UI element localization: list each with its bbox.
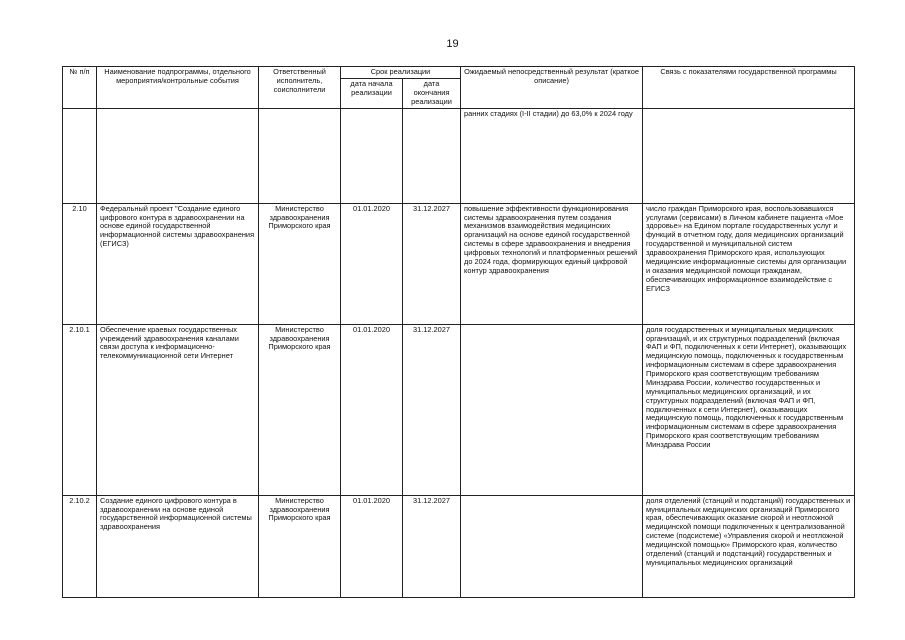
cell-end: 31.12.2027 xyxy=(403,203,461,324)
page-number: 19 xyxy=(446,38,459,50)
header-start: дата начала реализации xyxy=(341,79,403,109)
cell-result: повышение эффективности функционирования системы здравоохранения путем создания механизмов взаимодействия медицинских организаций на основе единой государственной системы в сфере здравоохранения и внедрения цифровых технологий и платформенных решений до 2024 года, формирующих единый цифровой контур здравоохранения xyxy=(461,203,643,324)
header-link: Связь с показателями государственной программы xyxy=(643,67,855,109)
cell-name: Обеспечение краевых государственных учреждений здравоохранения каналами связи доступа к информационно-телекоммуникационной сети Интернет xyxy=(97,324,259,495)
table-row xyxy=(63,203,855,324)
cell-executor: Министерство здравоохранения Приморского края xyxy=(259,324,341,495)
cell-result xyxy=(461,324,643,495)
cell-result: ранних стадиях (I-II стадии) до 63,0% к 2024 году xyxy=(461,108,643,203)
cell-end: 31.12.2027 xyxy=(403,324,461,495)
cell-link: число граждан Приморского края, воспользовавшихся услугами (сервисами) в Личном кабинете пациента «Мое здоровье» на Едином портале государственных услуг и функций в отчетном году, доля медицинских организаций государственной и муниципальной систем здравоохранения Приморского края, использующих медицинские информационные системы для организации и оказания медицинской помощи гражданам, обеспечивающих информационное взаимодействие с ЕГИСЗ xyxy=(643,203,855,324)
header-term: Срок реализации xyxy=(341,67,461,79)
cell-executor: Министерство здравоохранения Приморского края xyxy=(259,203,341,324)
table-row xyxy=(63,108,855,203)
cell-num xyxy=(63,108,97,203)
cell-name: Федеральный проект "Создание единого цифрового контура в здравоохранении на основе единой государственной информационной системы здравоохранения (ЕГИСЗ) xyxy=(97,203,259,324)
cell-name xyxy=(97,108,259,203)
cell-start: 01.01.2020 xyxy=(341,324,403,495)
cell-num: 2.10 xyxy=(63,203,97,324)
cell-start: 01.01.2020 xyxy=(341,495,403,597)
cell-link xyxy=(643,108,855,203)
cell-end xyxy=(403,108,461,203)
header-end: дата окончания реализации xyxy=(403,79,461,109)
cell-num: 2.10.2 xyxy=(63,495,97,597)
cell-executor xyxy=(259,108,341,203)
cell-executor: Министерство здравоохранения Приморского края xyxy=(259,495,341,597)
header-name: Наименование подпрограммы, отдельного мероприятия/контрольные события xyxy=(97,67,259,109)
cell-num: 2.10.1 xyxy=(63,324,97,495)
cell-result xyxy=(461,495,643,597)
cell-end: 31.12.2027 xyxy=(403,495,461,597)
table-row xyxy=(63,324,855,495)
cell-start xyxy=(341,108,403,203)
header-result: Ожидаемый непосредственный результат (краткое описание) xyxy=(461,67,643,109)
header-num: № п/п xyxy=(63,67,97,109)
cell-link: доля отделений (станций и подстанций) государственных и муниципальных медицинских организаций Приморского края, обеспечивающих оказание скорой и неотложной медицинской помощи подключенных к централизованной системе (подсистеме) «Управления скорой и неотложной медицинской помощью» Приморского края, количество отделений (станций и подстанций) государственных и муниципальных медицинских организаций xyxy=(643,495,855,597)
cell-name: Создание единого цифрового контура в здравоохранении на основе единой государственной информационной системы здравоохранения xyxy=(97,495,259,597)
cell-link: доля государственных и муниципальных медицинских организаций, и их структурных подразделений (включая ФАП и ФП, подключенных к сети Интернет), оказывающих медицинскую помощь, подключенных к государственным информационным системам в сфере здравоохранения Приморского края соответствующим требованиям Минздрава России, количество государственных и муниципальных медицинских организаций, и их структурных подразделений (включая ФАП и ФП, подключенных к сети Интернет), оказывающих медицинскую помощь, подключенных к государственным информационным системам в сфере здравоохранения Приморского края соответствующим требованиям Минздрава России xyxy=(643,324,855,495)
cell-start: 01.01.2020 xyxy=(341,203,403,324)
program-table xyxy=(62,66,855,598)
table-row xyxy=(63,495,855,597)
header-executor: Ответственный исполнитель, соисполнители xyxy=(259,67,341,109)
